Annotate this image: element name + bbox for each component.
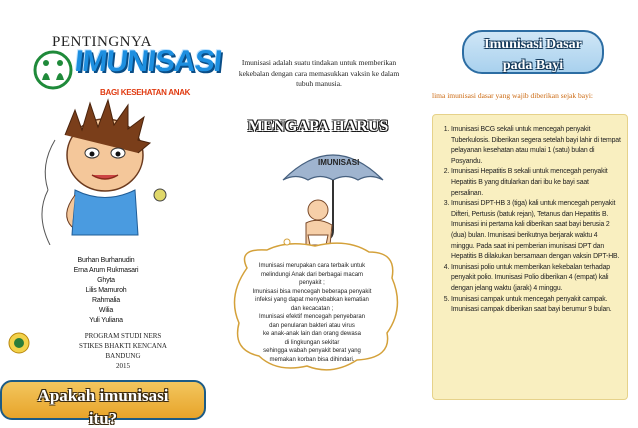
program-line: BANDUNG [105,352,141,360]
list-item: 2. Imunisasi Hepatitis B sekali untuk mencegah penyakit Hepatitis B yang ditularkan dari ibu ke bayi saat persalinan. [451,167,621,199]
bubble-line: Imunisasi efektif mencegah penyebaran [258,314,366,320]
author-name: Wilia [98,307,114,314]
banner-line: pada Bayi [502,58,564,73]
cover-heading: PENTINGNYA [52,34,152,50]
author-name: Lilis Mamuroh [85,287,127,294]
banner-line: Imunisasi Dasar [484,37,582,52]
author-name: Yuli Yuliana [89,317,123,324]
university-logo-icon [8,332,30,354]
bubble-line: ke anak-anak lain dan orang dewasa [262,331,362,337]
why-panel [212,0,424,417]
umbrella-baby-illustration [278,135,388,250]
bubble-line: Imunisasi bisa mencegah beberapa penyakit [252,288,372,295]
lead-text: lima imunisasi dasar yang wajib diberikan sejak bayi: [432,91,594,100]
program-info [58,331,188,371]
basic-immunization-panel [424,0,638,417]
question-banner [0,380,206,428]
author-name: Burhan Burhanudin [77,257,135,264]
author-name: Ghyta [97,277,115,284]
list-item: 1. Imunisasi BCG sekali untuk mencegah penyakit Tuberkulosis. Diberikan segera setelah bayi lahir di tempat pelayanan kesehatan atau mulai 1 (satu) bulan di Posyandu. [451,125,621,167]
immunization-list [437,125,621,316]
author-name: Erna Arum Rukmasari [73,267,139,274]
bubble-line: sehingga wabah penyakit berat yang [263,348,361,354]
question-line: Apakah imunisasi [37,386,169,405]
program-line: STIKES BHAKTI KENCANA [79,342,167,350]
question-line: itu? [88,409,118,428]
bubble-line: melindungi Anak dari berbagai macam [260,271,364,278]
health-logo-icon [32,50,74,90]
bubble-line: infeksi yang dapat menyebabkan kematian [255,297,369,303]
basic-immunization-banner [462,30,604,74]
cover-panel [0,0,223,428]
immunization-list-box [432,114,628,400]
program-line: 2015 [116,362,130,370]
definition-text: Imunisasi adalah suatu tindakan untuk memberikan kekebalan dengan cara memasukkan vaksin ke dalam tubuh manusia. [238,58,400,88]
bubble-line: penyakit ; [299,280,325,286]
list-item: 3. Imunisasi DPT-HB 3 (tiga) kali untuk mencegah penyakit Difteri, Pertusis (batuk rejan), Tetanus dan Hepatitis B. Imunisasi ini pertama kali diberikan saat bayi berusia 2 (dua) bulan. Imunisasi berikutnya berjarak waktu 4 minggu. Pada saat ini pemberian imunisasi DPT dan Hepatitis B dilakukan bersamaan dengan vaksin DPT-HB. [451,199,621,263]
cover-title: IMUNISASI [73,45,223,78]
bubble-text [248,262,376,364]
list-item: 5. Imunisasi campak untuk mencegah penyakit campak. Imunisasi campak diberikan saat bayi berumur 9 bulan. [451,295,621,316]
author-name: Rahmalia [92,297,120,304]
why-heading: MENGAPA HARUS [247,118,389,135]
list-item: 4. Imunisasi polio untuk memberikan kekebalan terhadap penyakit polio. Imunisasi Polio diberikan 4 (empat) kali dengan jelang waktu (jarak) 4 minggu. [451,263,621,295]
program-line: PROGRAM STUDI NERS [84,332,162,340]
author-list [0,256,212,326]
bubble-line: dan kecacatan ; [290,305,334,312]
bubble-line: di lingkungan sekitar [284,339,340,346]
bubble-line: Imunisasi merupakan cara terbaik untuk [258,263,366,269]
umbrella-label: IMUNISASI [318,158,360,167]
bubble-line: dan penularan bakteri atau virus [269,322,355,329]
child-illustration [20,95,170,245]
bubble-line: memakan korban bisa dihindari. [269,356,355,363]
cover-subtitle: BAGI KESEHATAN ANAK [100,88,191,97]
